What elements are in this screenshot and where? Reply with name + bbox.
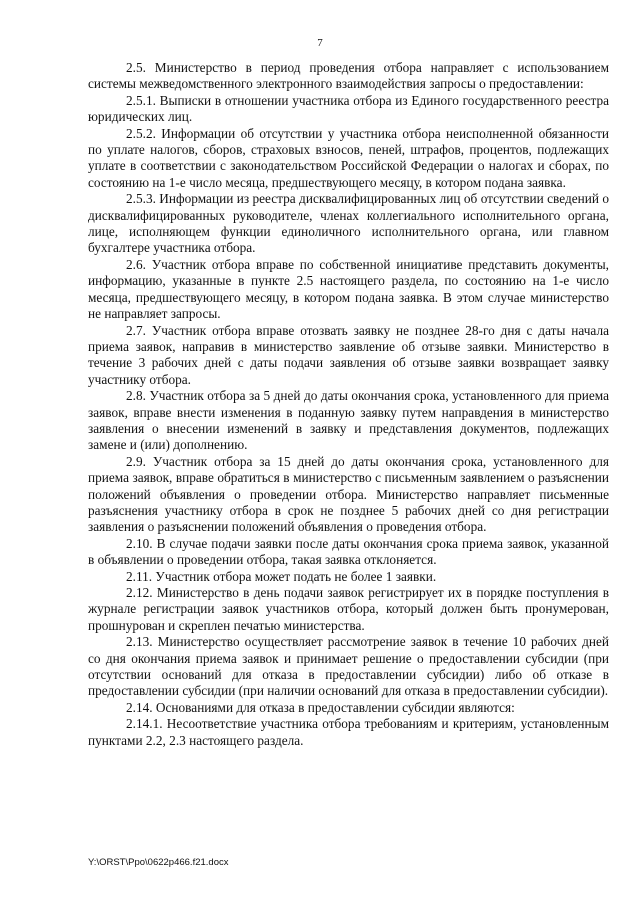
paragraph-2-14-1: 2.14.1. Несоответствие участника отбора требованиям и критериям, установленным пунктами 2.2, 2.3 настоящего раздела.	[88, 716, 609, 748]
paragraph-2-6: 2.6. Участник отбора вправе по собственной инициативе представить документы, информацию, указанные в пункте 2.5 настоящего раздела, по состоянию на 1-е число месяца, предшествующего месяцу, в котором подана заявка. В этом случае министерство не направляет запросы.	[88, 256, 609, 322]
footer-file-path: Y:\ORST\Ppo\0622p466.f21.docx	[88, 857, 229, 868]
paragraph-2-5: 2.5. Министерство в период проведения отбора направляет с использованием системы межведомственного электронного взаимодействия запросы о предоставлении:	[88, 60, 609, 92]
paragraph-2-9: 2.9. Участник отбора за 15 дней до даты окончания срока, установленного для приема заявок, вправе обратиться в министерство с письменным заявлением о разъяснении положений объявления о проведении отбора. Министерство направляет письменные разъяснения участнику отбора в срок не позднее 5 рабочих дней со дня регистрации заявления о разъяснении положений объявления о проведения отбора.	[88, 453, 609, 535]
paragraph-2-11: 2.11. Участник отбора может подать не более 1 заявки.	[126, 568, 437, 584]
paragraph-2-8: 2.8. Участник отбора за 5 дней до даты окончания срока, установленного для приема заявок, вправе внести изменения в поданную заявку путем направдения в министерство заявления о внесении изменений в заявку и представления документов, подлежащих замене и (или) дополнению.	[88, 388, 609, 453]
paragraph-2-14: 2.14. Основаниями для отказа в предоставлении субсидии являются:	[126, 699, 515, 715]
paragraph-2-5-3: 2.5.3. Информации из реестра дисквалифицированных лиц об отсутствии сведений о дисквалифицированных руководителе, членах коллегиального исполнительного органа, лице, исполняющем функции единоличного исполнительного органа, или главном бухгалтере участника отбора.	[88, 191, 609, 256]
paragraph-2-13: 2.13. Министерство осуществляет рассмотрение заявок в течение 10 рабочих дней со дня окончания приема заявок и принимает решение о предоставлении субсидии (при отсутствии оснований для отказа в предоставлении субсидии) либо об отказе в предоставлении субсидии (при наличии оснований для отказа в предоставлении субсидии).	[88, 634, 609, 699]
paragraph-2-12: 2.12. Министерство в день подачи заявок регистрирует их в порядке поступления в журнале регистрации заявок участников отбора, который должен быть пронумерован, прошнурован и скреплен печатью министерства.	[88, 585, 609, 633]
paragraph-2-10: 2.10. В случае подачи заявки после даты окончания срока приема заявок, указанной в объявлении о проведении отбора, такая заявка отклоняется.	[88, 535, 609, 568]
paragraph-2-7: 2.7. Участник отбора вправе отозвать заявку не позднее 28-го дня с даты начала приема заявок, направив в министерство заявление об отзыве заявки. Министерство в течение 3 рабочих дней с даты подачи заявления об отзыве заявки возвращает заявку участнику отбора.	[88, 322, 609, 387]
paragraph-2-5-1: 2.5.1. Выписки в отношении участника отбора из Единого государственного реестра юридических лиц.	[88, 92, 609, 125]
page-number: 7	[317, 37, 323, 49]
paragraph-2-5-2: 2.5.2. Информации об отсутствии у участника отбора неисполненной обязанности по уплате налогов, сборов, страховых взносов, пеней, штрафов, процентов, подлежащих уплате в соответствии с законодательством Российской Федерации о налогах и сборах, по состоянию на 1-е число месяца, предшествующего месяцу, в котором подана заявка.	[88, 125, 609, 190]
document-body	[88, 60, 609, 749]
